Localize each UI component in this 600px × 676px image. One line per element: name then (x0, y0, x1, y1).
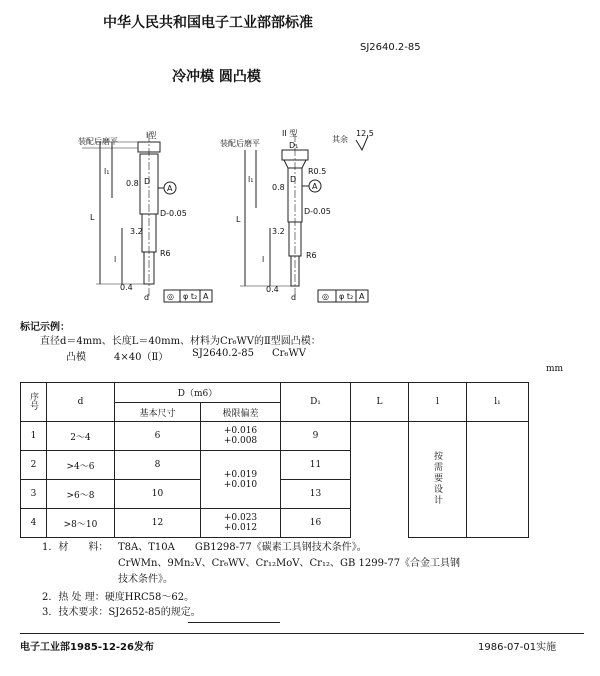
punch-drawing (60, 128, 480, 308)
effective-date: 1986-07-01实施 (478, 642, 557, 653)
type2-dim-D1: D₁ (289, 141, 299, 150)
table-row: 2 >4～6 8 +0.019 +0.010 11 (21, 451, 529, 480)
col-D-dev: 极限偏差 (201, 403, 281, 422)
table-row: 3 >6～8 10 13 (21, 480, 529, 509)
table-row: 1 2～4 6 +0.016 +0.008 9 按需要设计 (21, 422, 529, 451)
col-D1: D₁ (281, 383, 351, 422)
note-material-line1: T8A、T10A GB1298-77《碳素工具钢技术条件》。 (118, 542, 367, 553)
type1-datum-A: A (167, 184, 173, 193)
type2-dim-d: d (291, 293, 297, 302)
col-l1: l₁ (467, 383, 529, 422)
type2-label: II 型 (282, 129, 298, 138)
col-d: d (47, 383, 115, 422)
type1-tol-value: φ t₂ (183, 292, 198, 301)
design-as-needed: 按需要设计 (409, 422, 467, 538)
type1-tol-datum: A (203, 292, 209, 301)
type2-tol-value: φ t₂ (339, 292, 354, 301)
type1-dim-R6: R6 (160, 249, 171, 258)
issuer-heading: 中华人民共和国电子工业部部标准 (103, 15, 313, 31)
type1-rough-32: 3.2 (130, 227, 143, 236)
rest-roughness: 12.5 (356, 129, 374, 138)
note-material-label: 1．材 料： (42, 542, 109, 553)
type2-dim-D: D (290, 175, 297, 184)
note-requirements: 3．技术要求：SJ2652-85的规定。 (42, 607, 201, 618)
footer-rule (20, 633, 584, 634)
spec-table (20, 382, 529, 538)
note-material-line3: 技术条件》。 (118, 574, 173, 585)
marking-example-std: SJ2640.2-85 (192, 348, 254, 359)
type2-dim-l1: l₁ (248, 175, 254, 184)
type1-dim-D005: D-0.05 (160, 209, 187, 218)
type2-dim-L: L (236, 215, 241, 224)
type2-rough-08: 0.8 (272, 183, 285, 192)
marking-example-size: 4×40（Ⅱ） (114, 352, 169, 363)
marking-example-material: Cr₆WV (272, 348, 306, 359)
type1-dim-L: L (90, 213, 95, 222)
note-material-line2: CrWMn、9Mn₂V、Cr₆WV、Cr₁₂MoV、Cr₁₂、GB 1299-77《合金工具钢 (118, 558, 461, 569)
marking-description: 直径d＝4mm、长度L＝40mm、材料为Cr₆WV的Ⅱ型圆凸模： (40, 336, 321, 347)
type2-tol-datum: A (359, 292, 365, 301)
type2-dim-D005: D-0.05 (304, 207, 331, 216)
col-D-base: 基本尺寸 (115, 403, 201, 422)
issue-date: 电子工业部1985-12-26发布 (20, 642, 154, 653)
type2-dim-R05: R0.5 (308, 167, 327, 176)
type2-tol-symbol: ◎ (322, 292, 329, 301)
note-heat-treatment: 2．热 处 理：硬度HRC58～62。 (42, 592, 195, 603)
marking-example-name: 凸模 (66, 352, 86, 363)
type2-rough-32: 3.2 (272, 227, 285, 236)
col-seq: 序号 (21, 383, 47, 422)
type2-note: 装配后磨平 (220, 139, 260, 148)
type1-dim-l: l (114, 255, 117, 264)
table-unit: mm (546, 364, 564, 374)
type2-rough-04: 0.4 (266, 285, 279, 294)
end-rule (188, 622, 280, 623)
type2-dim-R6: R6 (306, 251, 317, 260)
type1-dim-l1: l₁ (104, 167, 110, 176)
col-L: L (351, 383, 409, 422)
type1-rough-08: 0.8 (126, 179, 139, 188)
type2-dim-l: l (262, 255, 265, 264)
standard-number: SJ2640.2-85 (360, 42, 421, 53)
type1-label: I型 (146, 131, 157, 140)
type1-dim-d: d (144, 293, 150, 302)
type2-datum-A: A (312, 182, 318, 191)
marking-heading: 标记示例： (20, 322, 70, 333)
type1-note: 装配后磨平 (78, 137, 118, 146)
col-l: l (409, 383, 467, 422)
type1-tol-symbol: ◎ (167, 292, 174, 301)
type1-dim-D: D (144, 177, 151, 186)
col-D-group: D（m6） (115, 383, 281, 403)
table-row: 4 >8～10 12 +0.023 +0.012 16 (21, 509, 529, 538)
page-title: 冷冲模 圆凸模 (172, 69, 261, 85)
rest-note: 其余 (332, 135, 348, 144)
type1-rough-04: 0.4 (120, 283, 133, 292)
